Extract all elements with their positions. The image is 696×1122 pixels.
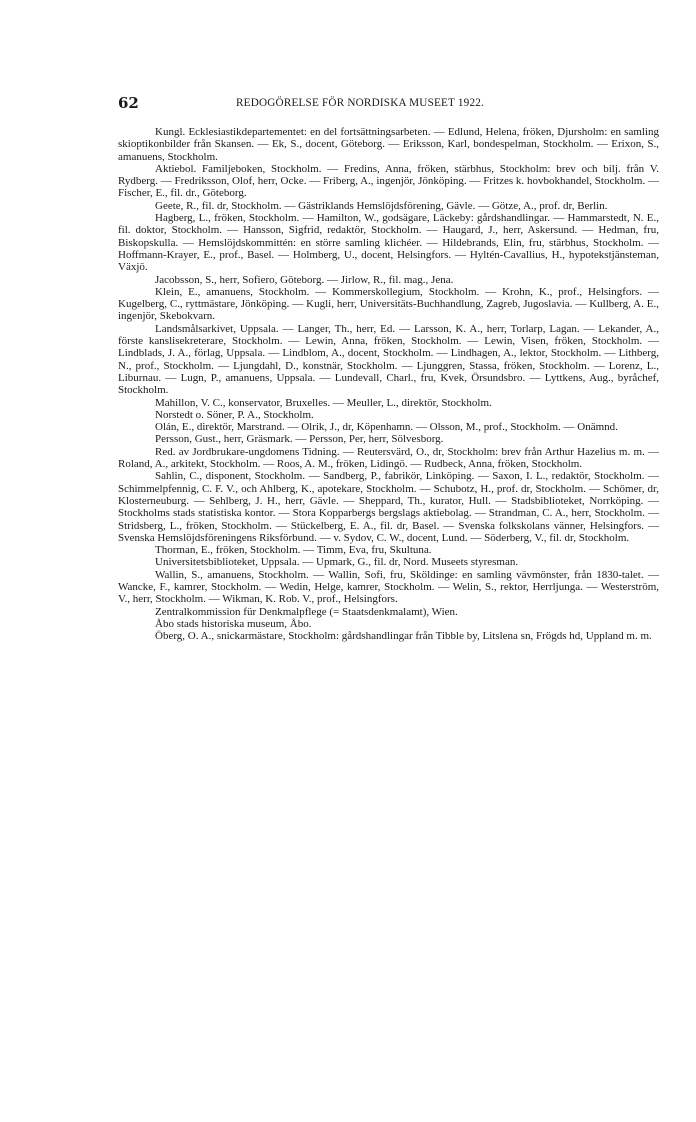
paragraph-w: Wallin, S., amanuens, Stockholm. — Wallin, Sofi, fru, Sköldinge: en samling vävmönster, från 1830-talet. — Wancke, F., kamrer, Stockholm. — Wedin, Helge, kamrer, Stockholm. — Welin, S., rektor, Herrljunga. — Westerström, V., herr, Stockholm. — Wikman, K. Rob. V., prof., Helsingfors. bbox=[118, 568, 659, 606]
paragraph-oe: Öberg, O. A., snickarmästare, Stockholm: gårdshandlingar från Tibble by, Litslena sn, Frögds hd, Uppland m. m. bbox=[155, 630, 652, 643]
paragraph-j: Jacobsson, S., herr, Sofiero, Göteborg. — Jirlow, R., fil. mag., Jena. bbox=[155, 273, 454, 286]
paragraph-e-1: Kungl. Ecklesiastikdepartementet: en del fortsättningsarbeten. — Edlund, Helena, fröken, Djursholm: en samling skioptikonbilder från Skansen. — Ek, S., docent, Göteborg. — Eriksson, Karl, bondespelman, Stockholm. — Erixon, S., amanuens, Stockholm. bbox=[118, 126, 659, 163]
paragraph-z: Zentralkommission für Denkmalpflege (= Staatsdenkmalamt), Wien. bbox=[155, 605, 458, 618]
paragraph-u: Universitetsbiblioteket, Uppsala. — Upmark, G., fil. dr, Nord. Museets styresman. bbox=[155, 556, 519, 569]
page-number: 62 bbox=[118, 94, 139, 112]
paragraph-l: Landsmålsarkivet, Uppsala. — Langer, Th., herr, Ed. — Larsson, K. A., herr, Torlarp, Lagan. — Lekander, A., förste kanslisekreterare, Stockholm. — Lewin, Anna, fröken, Stockholm. — Lewin, Visen, fröken, Stockholm. — Lindblads, J. A., förlag, Uppsala. — Lindblom, A., docent, Stockholm. — Lindhagen, A., lektor, Stockholm. — Lithberg, N., prof., Stockholm. — Ljungdahl, D., konstnär, Stockholm. — Ljunggren, Stassa, fröken, Stockholm. — Lorenz, L., Liburnau. — Lugn, P., amanuens, Uppsala. — Lundevall, Charl., fru, Kvek, Örsundsbro. — Lyttkens, Aug., byråchef, Stockholm. bbox=[118, 322, 659, 397]
paragraph-aa: Åbo stads historiska museum, Åbo. bbox=[155, 617, 312, 630]
running-head: REDOGÖRELSE FÖR NORDISKA MUSEET 1922. bbox=[236, 97, 485, 109]
paragraph-o: Olán, E., direktör, Marstrand. — Olrik, J., dr, Köpenhamn. — Olsson, M., prof., Stockholm. — Onämnd. bbox=[155, 421, 618, 434]
paragraph-g: Geete, R., fil. dr, Stockholm. — Gästriklands Hemslöjdsförening, Gävle. — Götze, A., prof. dr, Berlin. bbox=[155, 199, 608, 212]
paragraph-m: Mahillon, V. C., konservator, Bruxelles. — Meuller, L., direktör, Stockholm. bbox=[155, 396, 492, 409]
paragraph-n: Norstedt o. Söner, P. A., Stockholm. bbox=[155, 408, 314, 421]
body-text bbox=[118, 126, 659, 642]
paragraph-h: Hagberg, L., fröken, Stockholm. — Hamilton, W., godsägare, Läckeby: gårdshandlingar. — Hammarstedt, N. E., fil. doktor, Stockholm. — Hansson, Sigfrid, redaktör, Stockholm. — Haugard, J., herr, Askersund. — Hedman, fru, Biskopskulla. — Hemslöjdskommittén: en större samling klichéer. — Hildebrands, Elin, fru, stärbhus, Stockholm. — Hoffmann-Krayer, E., prof., Basel. — Holmberg, U., docent, Helsingfors. — Hyltén-Cavallius, H., hypotekstjänsteman, Växjö. bbox=[118, 212, 659, 274]
paragraph-r: Red. av Jordbrukare-ungdomens Tidning. — Reutersvärd, O., dr, Stockholm: brev från Arthur Hazelius m. m. — Roland, A., arkitekt, Stockholm. — Roos, A. M., fröken, Lidingö. — Rudbeck, Anna, fröken, Stockholm. bbox=[118, 445, 659, 471]
paragraph-k: Klein, E., amanuens, Stockholm. — Kommerskollegium, Stockholm. — Krohn, K., prof., Helsingfors. — Kugelberg, C., ryttmästare, Jönköping. — Kugli, herr, Universitäts-Buchhandlung, Zagreb, Jugoslavia. — Kullberg, A. E., ingenjör, Skebokvarn. bbox=[118, 285, 659, 323]
paragraph-f: Aktiebol. Familjeboken, Stockholm. — Fredins, Anna, fröken, stärbhus, Stockholm: brev och bilj. från V. Rydberg. — Fredriksson, Olof, herr, Ocke. — Friberg, A., ingenjör, Jönköping. — Fritzes k. hovbokhandel, Stockholm. — Fischer, E., fil. dr., Göteborg. bbox=[118, 162, 659, 200]
paragraph-s: Sahlin, C., disponent, Stockholm. — Sandberg, P., fabrikör, Linköping. — Saxon, I. L., redaktör, Stockholm. — Schimmelpfennig, C. F. V., och Ahlberg, K., apotekare, Stockholm. — Schubotz, H., prof. dr, Stockholm. — Schömer, dr, Klosterneuburg. — Sehlberg, J. H., herr, Gävle. — Sheppard, Th., kurator, Hull. — Stadsbiblioteket, Norrköping. — Stockholms stads statistiska kontor. — Stora Kopparbergs bergslags aktiebolag. — Strandman, C. A., herr, Stockholm. — Stridsberg, L., fröken, Stockholm. — Stückelberg, E. A., fil. dr, Basel. — Svenska folkskolans vänner, Helsingfors. — Svenska Hemslöjdsföreningens Riksförbund. — v. Sydov, C. W., docent, Lund. — Söderberg, V., fil. dr, Stockholm. bbox=[118, 470, 659, 544]
paragraph-p: Persson, Gust., herr, Gräsmark. — Persson, Per, herr, Sölvesborg. bbox=[155, 433, 444, 446]
paragraph-t: Thorman, E., fröken, Stockholm. — Timm, Eva, fru, Skultuna. bbox=[155, 544, 432, 557]
